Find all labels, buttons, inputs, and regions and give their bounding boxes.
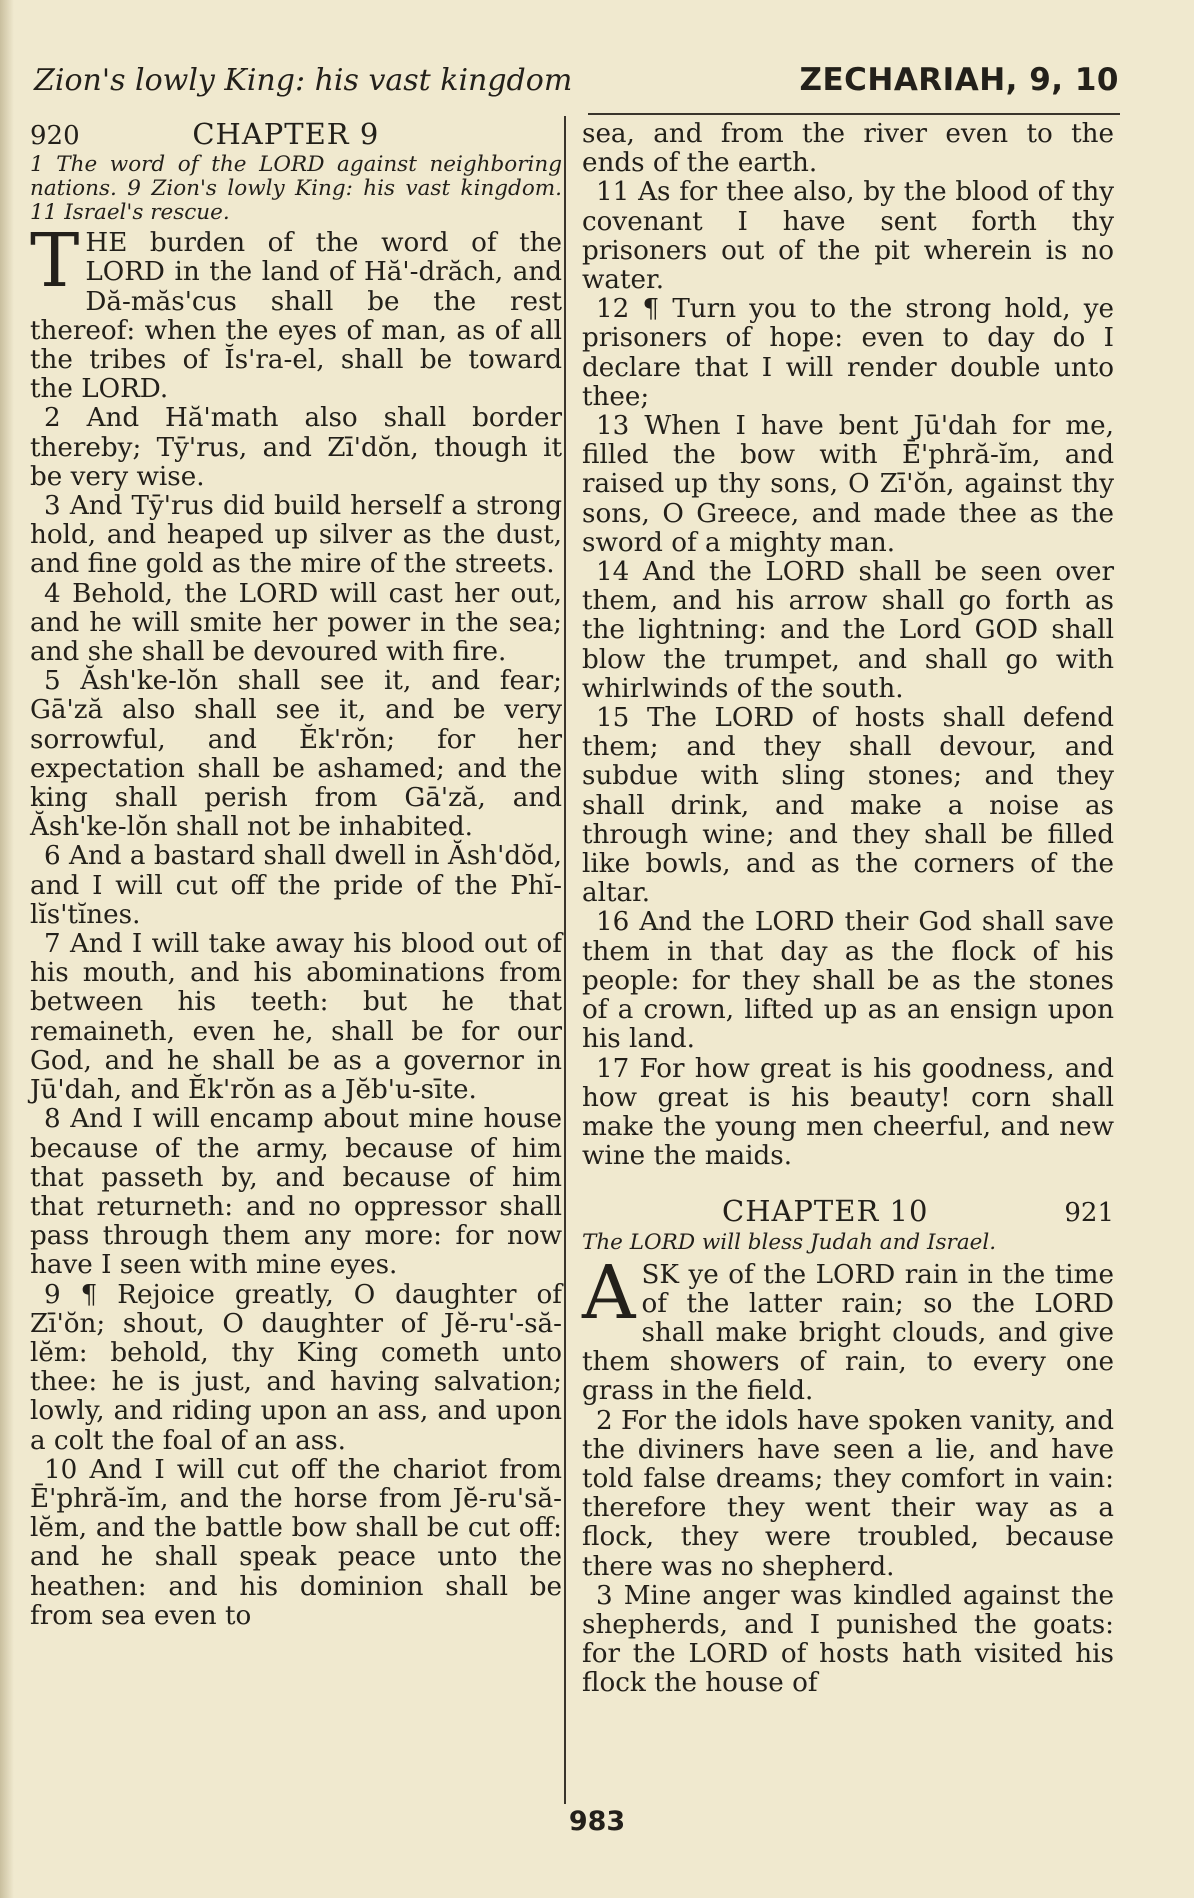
chapter-9-verse-1-text: HE burden of the word of the LORD in the land of Hă'-drăch, and Dă-măs'cus shall be the rest thereof: when the eyes of man, as of all the tribes of Ĭs'ra-el, shall be toward the LORD. — [30, 228, 562, 405]
header-rule — [588, 113, 1120, 115]
verse: 10 And I will cut off the chariot from Ē'phră-ĭm, and the horse from Jĕ-ru'să-lĕm, and the battle bow shall be cut off: and he shall speak peace unto the heathen: and his dominion shall be from sea even to — [30, 1454, 562, 1631]
running-head-right: ZECHARIAH, 9, 10 — [799, 62, 1119, 98]
verse: 2 And Hă'math also shall border thereby; Tȳ'rus, and Zī'dŏn, though it be very wise. — [30, 403, 562, 492]
chapter-9-title: CHAPTER 9 — [192, 117, 380, 151]
verse: 14 And the LORD shall be seen over them, and his arrow shall go forth as the lightning: and the Lord GOD shall blow the trumpet, and shall go with whirlwinds of the south. — [582, 557, 1114, 704]
page-gutter-shadow — [0, 0, 14, 1898]
verse: 5 Ăsh'ke-lŏn shall see it, and fear; Gā'ză also shall see it, and be very sorrowful, and Ĕk'rŏn; for her expectation shall be ashamed; and the king shall perish from Gā'ză, and Ăsh'ke-lŏn shall not be inhabited. — [30, 666, 562, 843]
verse: 3 And Tȳ'rus did build herself a strong hold, and heaped up silver as the dust, and fine gold as the mire of the streets. — [30, 491, 562, 580]
verse: 13 When I have bent Jū'dah for me, filled the bow with Ē'phră-ĭm, and raised up thy sons, O Zī'ŏn, against thy sons, O Greece, and made thee as the sword of a mighty man. — [582, 411, 1114, 558]
verse: 11 As for thee also, by the blood of thy covenant I have sent forth thy prisoners out of the pit wherein is no water. — [582, 177, 1114, 296]
verse: 4 Behold, the LORD will cast her out, and he will smite her power in the sea; and she shall be devoured with fire. — [30, 578, 562, 668]
left-column — [30, 117, 562, 1631]
page-number: 983 — [568, 1806, 626, 1837]
chapter-9-number: 920 — [30, 121, 80, 151]
chapter-10-verse-1-text: SK ye of the LORD rain in the time of the latter rain; so the LORD shall make bright clouds, and give them showers of rain, to every one grass in the field. — [582, 1259, 1114, 1407]
verse: 12 ¶ Turn you to the strong hold, ye prisoners of hope: even to day do I declare that I will render double unto thee; — [582, 294, 1114, 412]
chapter-9-summary: 1 The word of the LORD against neighboring nations. 9 Zion's lowly King: his vast kingdom. 11 Israel's rescue. — [30, 152, 562, 226]
chapter-9-heading — [30, 117, 562, 151]
verse: 9 ¶ Rejoice greatly, O daughter of Zī'ŏn; shout, O daughter of Jĕ-ru'-să-lĕm: behold, thy King cometh unto thee: he is just, and having salvation; lowly, and riding upon an ass, and upon a colt the foal of an ass. — [30, 1279, 562, 1456]
chapter-10-summary: The LORD will bless Judah and Israel. — [582, 1229, 997, 1255]
chapter-10-verse-1 — [582, 1249, 1114, 1407]
verse: 3 Mine anger was kindled against the shepherds, and I punished the goats: for the LORD of hosts hath visited his flock the house of — [582, 1580, 1114, 1699]
verse: 17 For how great is his goodness, and how great is his beauty! corn shall make the young men cheerful, and new wine the maids. — [582, 1053, 1114, 1172]
verse: 16 And the LORD their God shall save them in that day as the flock of his people: for they shall be as the stones of a crown, lifted up as an ensign upon his land. — [582, 907, 1114, 1055]
verse: 6 And a bastard shall dwell in Ăsh'dŏd, and I will cut off the pride of the Phĭ-lĭs'tĭnes. — [30, 841, 562, 930]
chapter-10-number: 921 — [1064, 1198, 1114, 1229]
chapter-10-title: CHAPTER 10 — [722, 1194, 929, 1229]
verse: 7 And I will take away his blood out of his mouth, and his abominations from between his teeth: but he that remaineth, even he, shall be for our God, and he shall be as a governor in Jū'dah, and Ĕk'rŏn as a Jĕb'u-sīte. — [30, 929, 562, 1106]
running-head — [34, 62, 1119, 98]
column-divider — [564, 116, 566, 1804]
chapter-9-verse-1 — [30, 218, 562, 405]
chapter-10-dropcap: A — [582, 1249, 636, 1336]
verse-10-continuation: sea, and from the river even to the ends of the earth. — [582, 119, 1114, 179]
verse: 2 For the idols have spoken vanity, and the diviners have seen a lie, and have told false dreams; they comfort in vain: therefore they went their way as a flock, they were troubled, because there was no shepherd. — [582, 1405, 1114, 1582]
right-column — [582, 120, 1114, 1699]
chapter-9-dropcap: T — [30, 218, 80, 305]
verse: 8 And I will encamp about mine house because of the army, because of him that passeth by, and because of him that returneth: and no oppressor shall pass through them any more: for now have I seen with mine eyes. — [30, 1104, 562, 1281]
verse: 15 The LORD of hosts shall defend them; and they shall devour, and subdue with sling stones; and they shall drink, and make a noise as through wine; and they shall be filled like bowls, and as the corners of the altar. — [582, 703, 1114, 909]
chapter-10-heading — [582, 1194, 1114, 1229]
running-head-left: Zion's lowly King: his vast kingdom — [34, 63, 573, 98]
